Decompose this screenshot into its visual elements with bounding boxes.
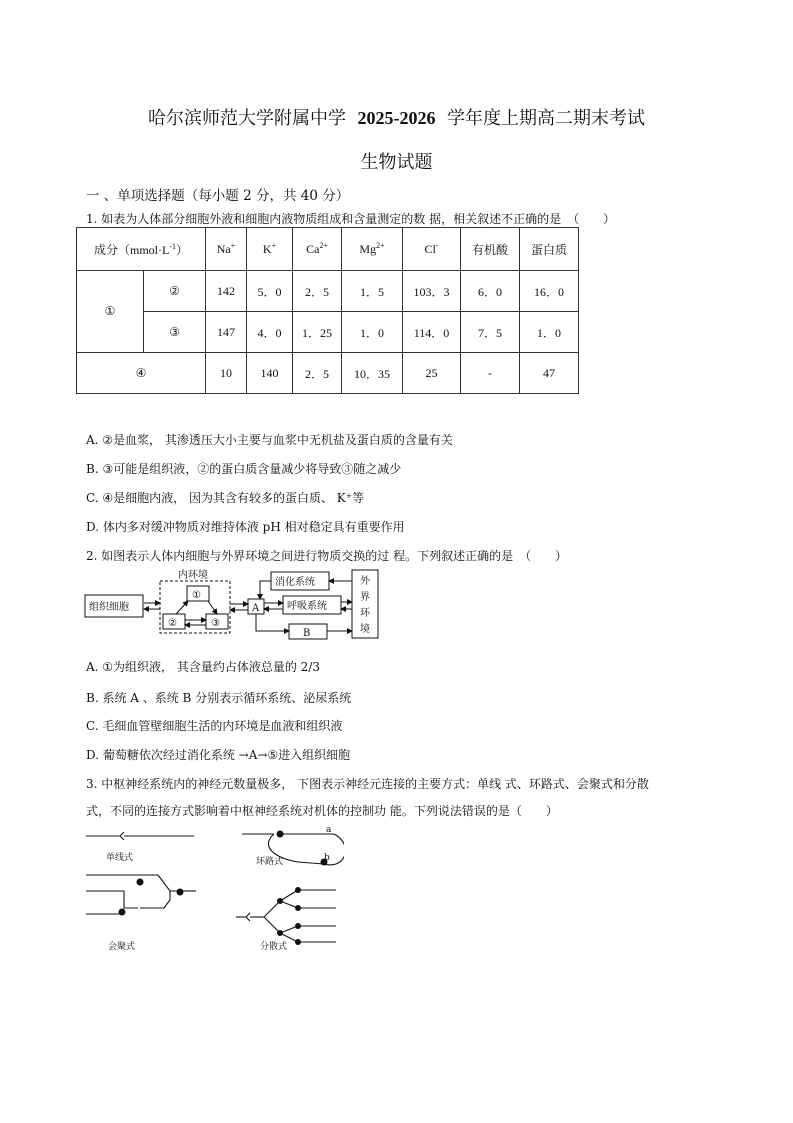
table-cell: 4．0 — [247, 312, 293, 353]
header-unit-sup: -1 — [169, 241, 176, 251]
table-row — [77, 312, 579, 353]
table-cell: 147 — [206, 312, 247, 353]
q2-option-a[interactable]: A. ①为组织液， 其含量约占体液总量的 2/3 — [86, 660, 320, 674]
exam-title — [0, 104, 793, 130]
q3-figure — [84, 826, 344, 954]
q1-option-c[interactable]: C. ④是细胞内液， 因为其含有较多的蛋白质、 K⁺等 — [86, 491, 365, 505]
table-cell: 1．0 — [342, 312, 403, 353]
loop-a-label: a — [326, 826, 332, 835]
synapse-dot — [295, 905, 301, 911]
row-label: ④ — [77, 353, 206, 394]
synapse-dot — [119, 909, 126, 916]
single-line-label: 单线式 — [106, 853, 134, 863]
table-cell: 10．35 — [342, 353, 403, 394]
table-cell: 114．0 — [403, 312, 461, 353]
table-cell: 1．0 — [520, 312, 579, 353]
table-cell: 6．0 — [461, 271, 520, 312]
table-cell: - — [461, 353, 520, 394]
row-label: ② — [144, 271, 206, 312]
node3-label: ③ — [211, 618, 220, 629]
b-label: B — [303, 628, 311, 639]
table-cell: 2．5 — [293, 271, 342, 312]
table-cell: 142 — [206, 271, 247, 312]
table-row — [77, 271, 579, 312]
table-cell: 10 — [206, 353, 247, 394]
converge-label: 会聚式 — [108, 942, 136, 952]
table-cell: 1．25 — [293, 312, 342, 353]
header-label: 成分（mmol·L — [93, 242, 170, 257]
header-label-cell — [77, 228, 206, 271]
synapse-dot — [277, 831, 284, 838]
header-close: ） — [176, 242, 189, 257]
section-heading: 一 、单项选择题（每小题 2 分，共 40 分） — [86, 188, 350, 204]
title-term: 学年度上期高二期末考试 — [446, 108, 645, 129]
title-school: 哈尔滨师范大学附属中学 — [148, 108, 347, 129]
loop-b-label: b — [324, 853, 330, 863]
outside-char: 界 — [360, 592, 370, 603]
q3-stem-line1: 3. 中枢神经系统内的神经元数量极多， 下图表示神经元连接的主要方式：单线 式、环路式、会聚式和分散 — [86, 777, 649, 791]
q2-option-d[interactable]: D. 葡萄糖依次经过消化系统 →A→⑤进入组织细胞 — [86, 748, 351, 762]
group-label-cell: ① — [77, 271, 144, 353]
q1-stem: 1. 如表为人体部分细胞外液和细胞内液物质组成和含量测定的数 据，相关叙述不正确的是 （ ） — [86, 212, 616, 226]
outside-char: 外 — [360, 576, 370, 587]
loop-label: 环路式 — [256, 857, 284, 867]
col-ca: $Ca^{2+}$ — [293, 228, 342, 271]
node2-label: ② — [168, 618, 177, 629]
q3-stem-line2: 式，不同的连接方式影响着中枢神经系统对机体的控制功 能。下列说法错误的是（ ） — [86, 804, 558, 818]
row-label: ③ — [144, 312, 206, 353]
table-cell: 5．0 — [247, 271, 293, 312]
q1-table — [76, 227, 579, 394]
table-cell: 25 — [403, 353, 461, 394]
synapse-dot — [295, 923, 301, 929]
table-cell: 103．3 — [403, 271, 461, 312]
synapse-dot — [295, 887, 301, 893]
col-mg: $Mg^{2+}$ — [342, 228, 403, 271]
synapse-dot — [137, 879, 144, 886]
title-year: 2025-2026 — [357, 108, 436, 128]
table-cell: 7．5 — [461, 312, 520, 353]
q2-diagram — [84, 568, 384, 642]
synapse-dot — [177, 889, 184, 896]
a-label: A — [252, 603, 260, 614]
q1-option-b[interactable]: B. ③可能是组织液，②的蛋白质含量减少将导致③随之减少 — [86, 462, 402, 476]
outside-char: 环 — [360, 608, 370, 619]
col-na: Na+ — [206, 228, 247, 271]
q2-option-c[interactable]: C. 毛细血管壁细胞生活的内环境是血液和组织液 — [86, 719, 343, 733]
inner-env-label: 内环境 — [178, 570, 208, 581]
table-cell: 47 — [520, 353, 579, 394]
q2-option-b[interactable]: B. 系统 A 、系统 B 分别表示循环系统、泌尿系统 — [86, 691, 352, 705]
tissue-cell-label: 组织细胞 — [89, 602, 129, 613]
table-cell: 1．5 — [342, 271, 403, 312]
q1-option-a[interactable]: A. ②是血浆， 其渗透压大小主要与血浆中无机盐及蛋白质的含量有关 — [86, 433, 453, 447]
table-cell: 140 — [247, 353, 293, 394]
col-protein: 蛋白质 — [520, 228, 579, 271]
synapse-dot — [277, 930, 283, 936]
digestive-label: 消化系统 — [275, 577, 315, 588]
table-row — [77, 353, 579, 394]
q2-stem: 2. 如图表示人体内细胞与外界环境之间进行物质交换的过 程。下列叙述正确的是 （ ） — [86, 549, 568, 563]
col-organic-acid: 有机酸 — [461, 228, 520, 271]
outside-char: 境 — [360, 624, 370, 635]
node1-label: ① — [192, 590, 201, 601]
synapse-dot — [277, 898, 283, 904]
diverge-label: 分散式 — [260, 942, 288, 952]
col-cl: Cl- — [403, 228, 461, 271]
table-cell: 16．0 — [520, 271, 579, 312]
synapse-dot — [295, 939, 301, 945]
col-k: K+ — [247, 228, 293, 271]
table-cell: 2．5 — [293, 353, 342, 394]
respiratory-label: 呼吸系统 — [287, 601, 327, 612]
q1-option-d[interactable]: D. 体内多对缓冲物质对维持体液 pH 相对稳定具有重要作用 — [86, 520, 405, 534]
table-header-row — [77, 228, 579, 271]
exam-subtitle: 生物试题 — [360, 152, 433, 173]
